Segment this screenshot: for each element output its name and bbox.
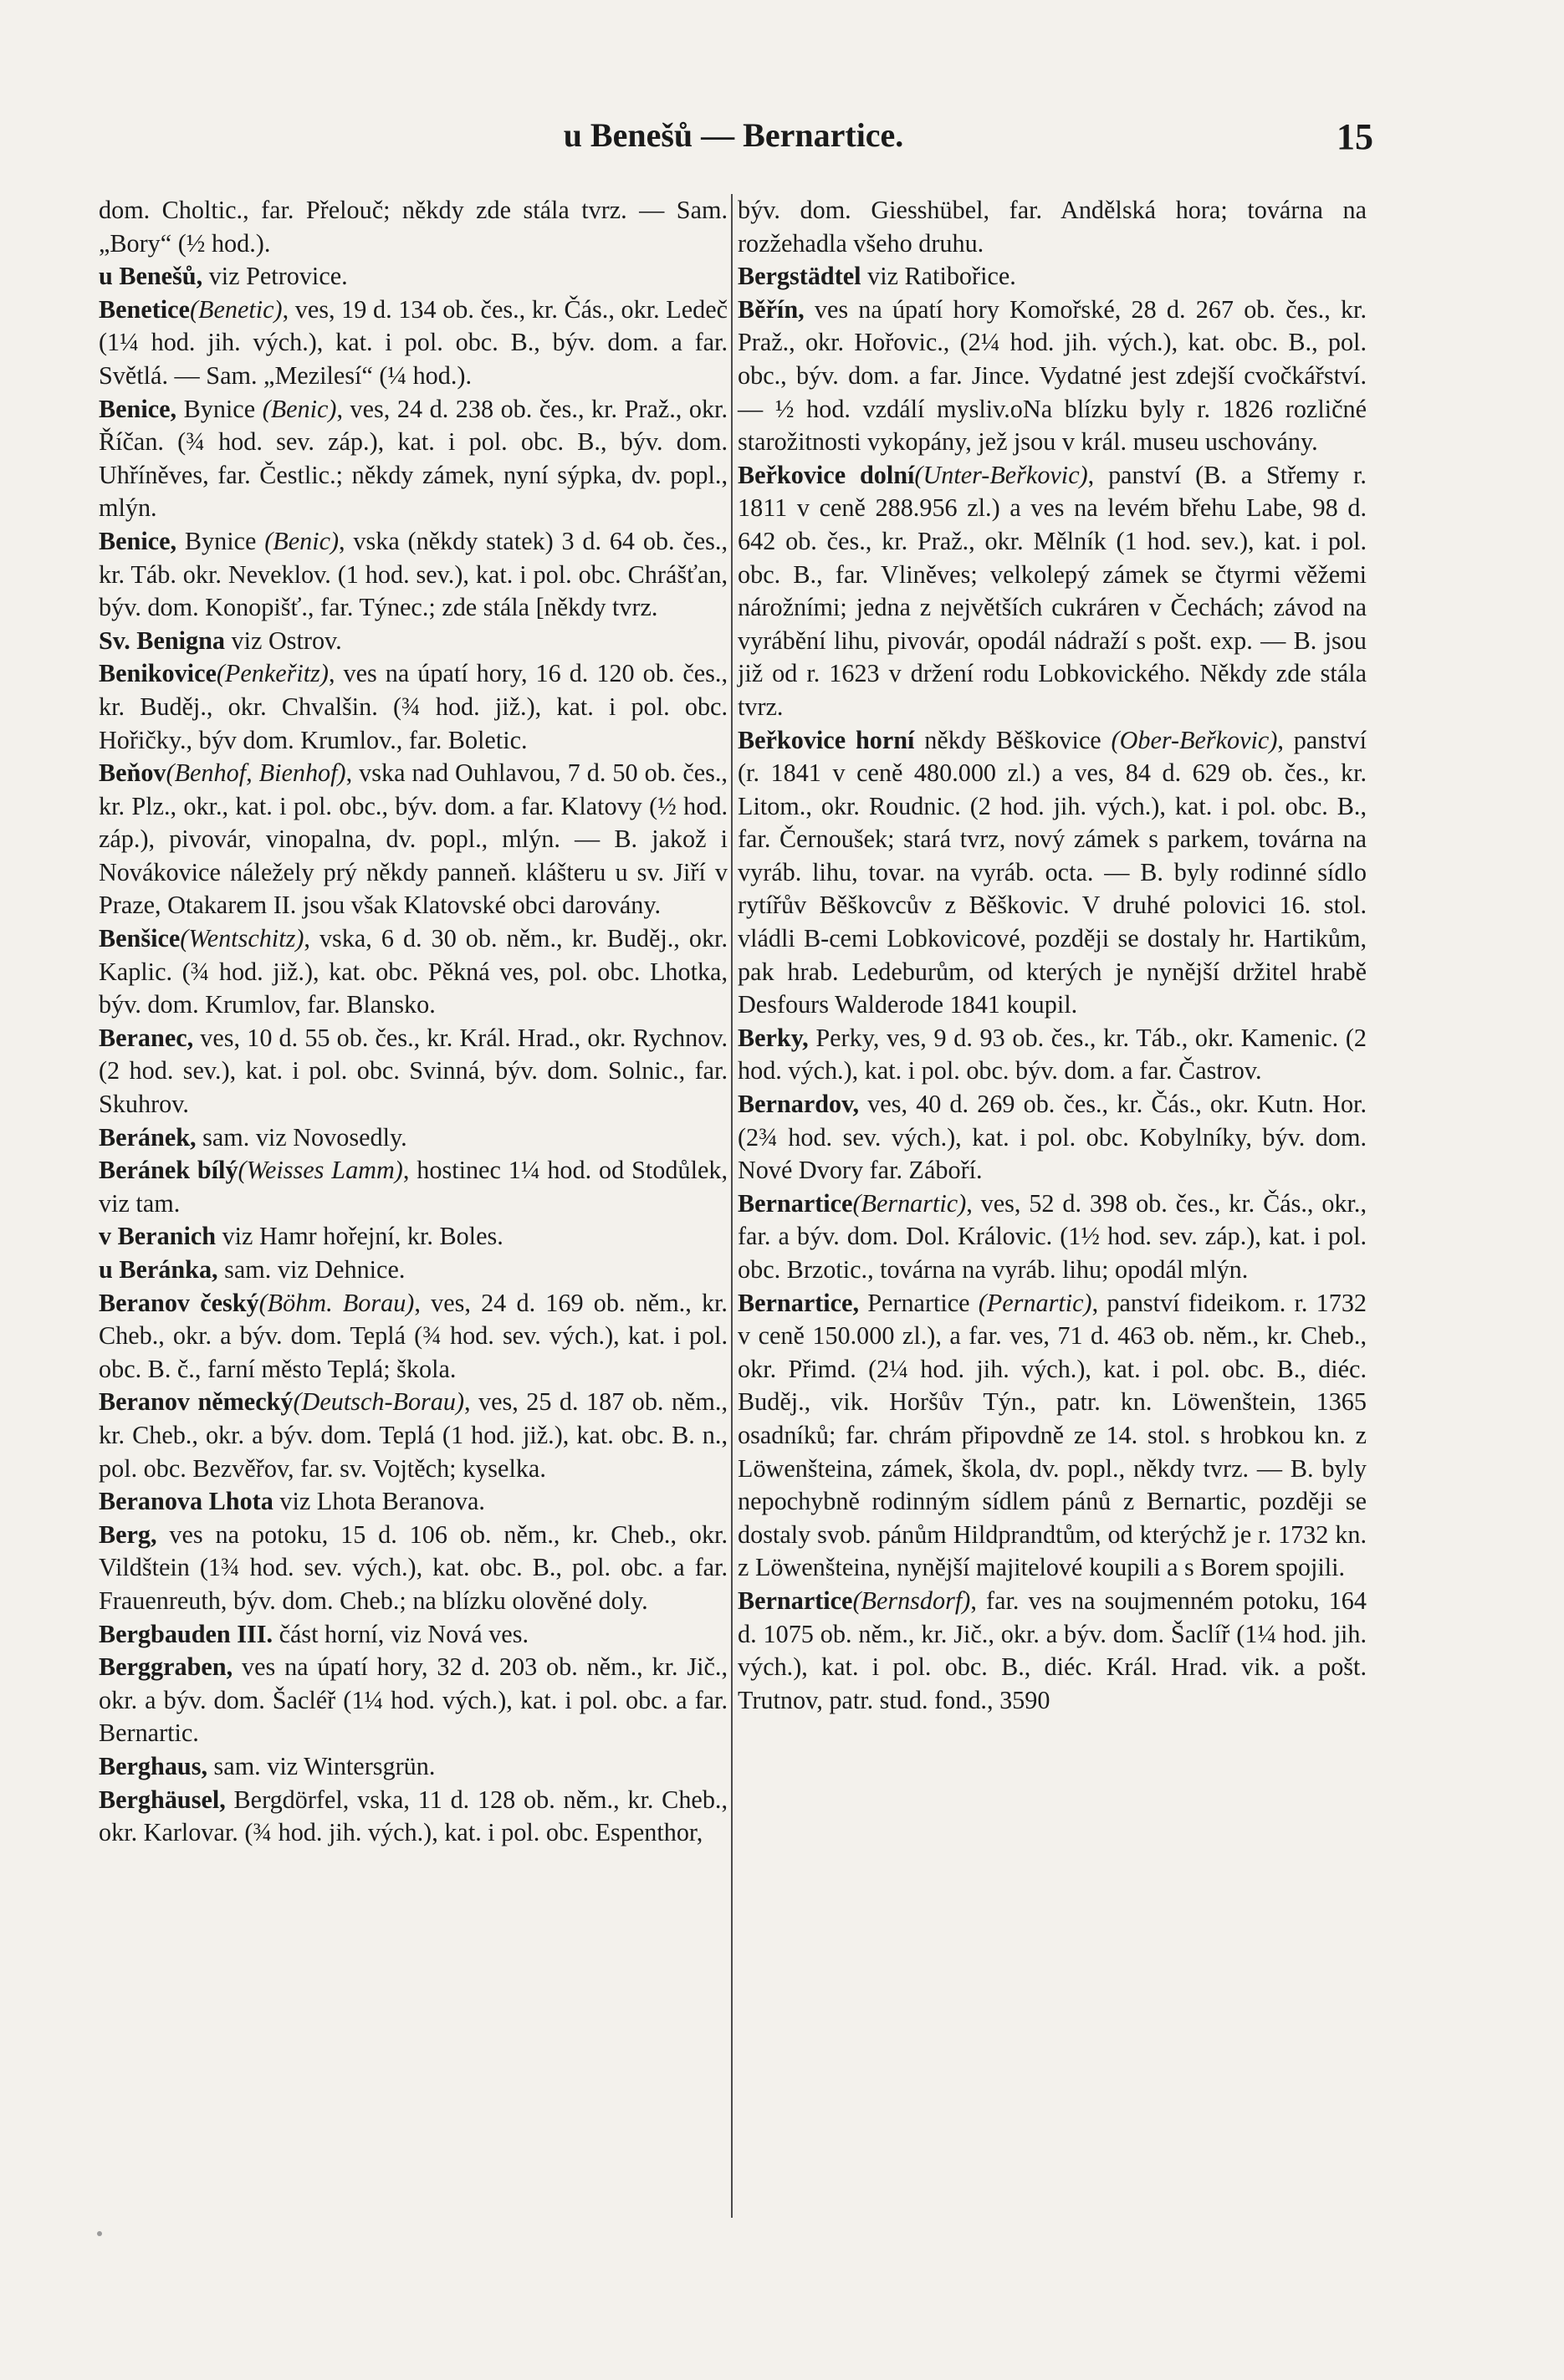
entry-text: ves na potoku, 15 d. 106 ob. něm., kr. Cheb., okr. Vildštein (1¾ hod. sev. vých.), kat. obc. B., pol. obc. a far. Frauenreuth, býv. dom. Cheb.; na blízku olověné doly. [99, 1519, 728, 1615]
entry-headword: Beřkovice dolní [738, 460, 915, 489]
dictionary-entry [738, 1187, 1367, 1287]
dictionary-entry [99, 757, 728, 922]
entry-german-name: (Pernartic) [978, 1288, 1092, 1317]
entry-headword: Benšice [99, 924, 181, 953]
running-head: u Benešů — Bernartice. [563, 116, 904, 154]
entry-text: , far. ves na soujmenném potoku, 164 d. 1075 ob. něm., kr. Jič., okr. a býv. dom. Šaclíř (1¼ hod. jih. vých.), kat. i pol. obc. B., diéc. Král. Hrad. vik. a pošt. Trutnov, patr. stud. fond., 3590 [738, 1586, 1367, 1714]
entry-headword: Bernartice [738, 1188, 853, 1218]
dictionary-entry [99, 294, 728, 393]
entry-german-name: (Bernartic) [852, 1188, 967, 1218]
entry-text: viz Lhota Beranova. [273, 1487, 485, 1516]
entry-text: , panství (r. 1841 v ceně 480.000 zl.) a ves, 84 d. 629 ob. čes., kr. Litom., okr. Roudnic. (2 hod. jih. vých.), kat. i pol. obc. B., far. Černoušek; stará tvrz, nový zámek s parkem, továrna na vyráb. lihu, tovar. na vyráb. octa. — B. byly rodinné sídlo rytířův Běškovcův z Běškovic. V druhé polovici 16. stol. vládli B-cemi Lobkovicové, později se dostaly hr. Hartikům, pak hrab. Ledeburům, od kterých je nynější držitel hrabě Desfours Walderode 1841 koupil. [738, 725, 1367, 1019]
entry-text: viz Ostrov. [225, 626, 342, 655]
entry-text: sam. viz Novosedly. [196, 1122, 407, 1152]
entry-text: ves, 9 d. 93 ob. čes., kr. Táb., okr. Kamenic. (2 hod. vých.), kat. i pol. obc. býv. dom. a far. Častrov. [738, 1023, 1367, 1085]
dictionary-entry [99, 1254, 728, 1287]
entry-german-name: (Benetic) [189, 294, 283, 324]
entry-headword: Beřkovice horní [738, 725, 915, 754]
entry-headword: Benice, [99, 394, 177, 423]
entry-variant: Bynice [176, 526, 265, 555]
entry-headword: Benikovice [99, 659, 217, 688]
entry-text: , panství (B. a Střemy r. 1811 v ceně 288.956 zl.) a ves na levém břehu Labe, 98 d. 642 ob. čes., kr. Praž., okr. Mělník (1 hod. sev.), kat. i pol. obc. B., far. Vliněves; velkolepý zámek se čtyrmi věžemi nárožními; jedna z největších cukráren v Čechách; závod na vyrábění lihu, pivovár, opodál nádraží s pošt. exp. — B. jsou již od r. 1623 v držení rodu Lobkovického. Někdy zde stála tvrz. [738, 460, 1367, 721]
entry-text: viz Ratibořice. [861, 262, 1016, 291]
entry-headword: Bernartice, [738, 1288, 859, 1317]
entry-text: , vska, 6 d. 30 ob. něm., kr. Buděj., okr. Kaplic. (¾ hod. již.), kat. obc. Pěkná ves, pol. obc. Lhotka, býv. dom. Krumlov, far. Blansko. [99, 924, 728, 1019]
entry-headword: Beránek bílý [99, 1156, 238, 1185]
page-number: 15 [1337, 116, 1373, 157]
entry-text: , ves, 25 d. 187 ob. něm., kr. Cheb., okr. a býv. dom. Teplá (1 hod. již.), kat. obc. B. n., pol. obc. Bezvěřov, far. sv. Vojtěch; kyselka. [99, 1387, 728, 1483]
entry-headword: Beranova Lhota [99, 1487, 273, 1516]
dictionary-entry [99, 1519, 728, 1618]
entry-text: ves, 10 d. 55 ob. čes., kr. Král. Hrad., okr. Rychnov. (2 hod. sev.), kat. i pol. obc. Svinná, býv. dom. Solnic., far. Skuhrov. [99, 1023, 728, 1119]
entry-headword: Beňov [99, 758, 166, 788]
dictionary-entry [99, 1154, 728, 1220]
dictionary-entry [99, 260, 728, 294]
entry-german-name: (Penkeřitz) [216, 659, 329, 688]
entry-text: viz Petrovice. [202, 262, 348, 291]
entry-text: , ves na úpatí hory, 16 d. 120 ob. čes., kr. Buděj., okr. Chvalšin. (¾ hod. již.), kat. i pol. obc. Hořičky., býv dom. Krumlov., far. Boletic. [99, 659, 728, 754]
ink-spot [97, 2231, 102, 2236]
entry-headword: Benetice [99, 294, 190, 324]
dictionary-entry [99, 525, 728, 625]
dictionary-entry [738, 194, 1367, 260]
entry-headword: Berky, [738, 1023, 809, 1052]
column-divider [731, 194, 733, 2218]
entry-text: , hostinec 1¼ hod. od Stodůlek, viz tam. [99, 1156, 728, 1218]
entry-headword: Sv. Benigna [99, 626, 225, 655]
entry-german-name: (Ober-Beřkovic) [1111, 725, 1278, 754]
entry-headword: Berghaus, [99, 1751, 207, 1780]
entry-variant: Bynice [176, 394, 263, 423]
entry-text: , ves, 24 d. 169 ob. něm., kr. Cheb., okr. a býv. dom. Teplá (¾ hod. sev. vých.), kat. i pol. obc. B. č., farní město Teplá; škola. [99, 1288, 728, 1383]
entry-german-name: (Benic) [264, 526, 340, 555]
entry-text: , panství fideikom. r. 1732 v ceně 150.000 zl.), a far. ves, 71 d. 463 ob. něm., kr. Cheb., okr. Přimd. (2¼ hod. jih. vých.), kat. i pol. obc. B., diéc. Buděj., vik. Horšův Týn., patr. kn. Löwenštein, 1365 osadníků; far. chrám připovdně ze 14. stol. s hrobkou kn. z Löwenšteina, zámek, škola, dv. popl., někdy tvrz. — B. byly nepochybně rodinným sídlem pánů z Bernartic, později se dostaly svob. pánům Hildprandtům, od kterýchž je r. 1732 kn. z Löwenšteina, nynější majitelové koupili a s Borem spojili. [738, 1288, 1367, 1582]
entry-text: vska, 11 d. 128 ob. něm., kr. Cheb., okr. Karlovar. (¾ hod. jih. vých.), kat. i pol. obc. Espenthor, [99, 1785, 728, 1847]
entry-text: býv. dom. Giesshübel, far. Andělská hora; továrna na rozžehadla všeho druhu. [738, 196, 1367, 258]
entry-text: ves na úpatí hory, 32 d. 203 ob. něm., kr. Jič., okr. a býv. dom. Šacléř (1¼ hod. vých.), kat. i pol. obc. a far. Bernartic. [99, 1652, 728, 1748]
dictionary-entry [99, 922, 728, 1022]
entry-headword: u Beránka, [99, 1255, 218, 1284]
entry-headword: v Beranich [99, 1222, 217, 1251]
page-header [94, 115, 1373, 166]
entry-headword: Beranov český [99, 1288, 259, 1317]
entry-headword: Bergstädtel [738, 262, 861, 291]
dictionary-entry [99, 1618, 728, 1652]
entry-headword: Bernardov, [738, 1090, 860, 1119]
entry-text: , ves, 24 d. 238 ob. čes., kr. Praž., okr. Říčan. (¾ hod. sev. záp.), kat. i pol. obc. B., býv. dom. Uhříněves, far. Čestlic.; někdy zámek, nyní sýpka, dv. popl., mlýn. [99, 394, 728, 523]
entry-text: dom. Choltic., far. Přelouč; někdy zde stála tvrz. — Sam. „Bory“ (½ hod.). [99, 196, 728, 258]
dictionary-entry [99, 1784, 728, 1850]
dictionary-entry [738, 294, 1367, 459]
entry-text: , vska (někdy statek) 3 d. 64 ob. čes., kr. Táb. okr. Neveklov. (1 hod. sev.), kat. i pol. obc. Chrášťan, býv. dom. Konopišť., far. Týnec.; zde stála [někdy tvrz. [99, 526, 728, 622]
entry-text: , ves, 52 d. 398 ob. čes., kr. Čás., okr., far. a býv. dom. Dol. Královic. (1½ hod. sev. záp.), kat. i pol. obc. Brzotic., továrna na vyráb. lihu; opodál mlýn. [738, 1188, 1367, 1284]
dictionary-entry [738, 1287, 1367, 1585]
dictionary-entry [99, 393, 728, 525]
dictionary-entry [99, 1485, 728, 1519]
entry-variant: někdy Běškovice [914, 725, 1112, 754]
dictionary-entry [99, 194, 728, 260]
dictionary-entry [738, 1088, 1367, 1187]
entry-headword: u Benešů, [99, 262, 203, 291]
dictionary-entry [99, 625, 728, 658]
dictionary-entry [738, 1585, 1367, 1717]
entry-german-name: (Deutsch-Borau) [293, 1387, 465, 1417]
entry-variant: Pernartice [859, 1288, 979, 1317]
dictionary-entry [99, 1651, 728, 1750]
dictionary-entry [738, 1022, 1367, 1088]
entry-text: sam. viz Dehnice. [217, 1255, 406, 1284]
entry-german-name: (Wentschitz) [180, 924, 304, 953]
entry-headword: Benice, [99, 526, 177, 555]
entry-headword: Beranec, [99, 1023, 194, 1052]
dictionary-entry [738, 724, 1367, 1022]
entry-german-name: (Unter-Beřkovic) [914, 460, 1088, 489]
entry-variant: Bergdörfel, [225, 1785, 358, 1814]
entry-german-name: (Benhof, Bienhof) [166, 758, 346, 788]
entry-headword: Berg, [99, 1519, 157, 1549]
entry-german-name: (Weisses Lamm) [238, 1156, 403, 1185]
entry-headword: Beranov německý [99, 1387, 294, 1417]
dictionary-entry [99, 657, 728, 757]
dictionary-entry [99, 1750, 728, 1784]
dictionary-entry [99, 1386, 728, 1485]
entry-german-name: (Benic) [262, 394, 337, 423]
entry-text: , vska nad Ouhlavou, 7 d. 50 ob. čes., kr. Plz., okr., kat. i pol. obc., býv. dom. a far. Klatovy (½ hod. záp.), pivovár, vinopalna, dv. popl., mlýn. — B. jakož i Novákovice náležely prý někdy panneň. klášteru u sv. Jiří v Praze, Otakarem II. jsou však Klatovské obci darovány. [99, 758, 728, 920]
left-column [99, 194, 728, 1850]
entry-headword: Berggraben, [99, 1652, 233, 1682]
entry-german-name: (Bernsdorf) [852, 1586, 971, 1615]
dictionary-entry [99, 1022, 728, 1121]
entry-text: viz Hamr hořejní, kr. Boles. [216, 1222, 503, 1251]
entry-headword: Běřín, [738, 294, 805, 324]
entry-text: ves na úpatí hory Komořské, 28 d. 267 ob. čes., kr. Praž., okr. Hořovic., (2¼ hod. jih. vých.), kat. obc. B., pol. obc., býv. dom. a far. Jince. Vydatné jest zdejší cvočkářství. — ½ hod. vzdálí mysliv.oNa blízku byly r. 1826 rozličné starožitnosti vykopány, jež jsou v král. museu uschovány. [738, 294, 1367, 457]
dictionary-entry [738, 459, 1367, 724]
entry-text: , ves, 19 d. 134 ob. čes., kr. Čás., okr. Ledeč (1¼ hod. jih. vých.), kat. i pol. obc. B., býv. dom. a far. Světlá. — Sam. „Mezilesí“ (¼ hod.). [99, 294, 728, 390]
entry-variant: Perky, [808, 1023, 887, 1052]
entry-headword: Berghäusel, [99, 1785, 226, 1814]
entry-headword: Bergbauden III. [99, 1619, 273, 1648]
dictionary-entry [99, 1121, 728, 1155]
entry-text: sam. viz Wintersgrün. [207, 1751, 436, 1780]
entry-german-name: (Böhm. Borau) [258, 1288, 415, 1317]
dictionary-entry [738, 260, 1367, 294]
right-column [738, 194, 1367, 1717]
entry-text: část horní, viz Nová ves. [273, 1619, 529, 1648]
dictionary-entry [99, 1220, 728, 1254]
entry-headword: Beránek, [99, 1122, 197, 1152]
dictionary-entry [99, 1287, 728, 1387]
entry-text: ves, 40 d. 269 ob. čes., kr. Čás., okr. Kutn. Hor. (2¾ hod. sev. vých.), kat. i pol. obc. Kobylníky, býv. dom. Nové Dvory far. Záboří. [738, 1090, 1367, 1185]
entry-headword: Bernartice [738, 1586, 853, 1615]
